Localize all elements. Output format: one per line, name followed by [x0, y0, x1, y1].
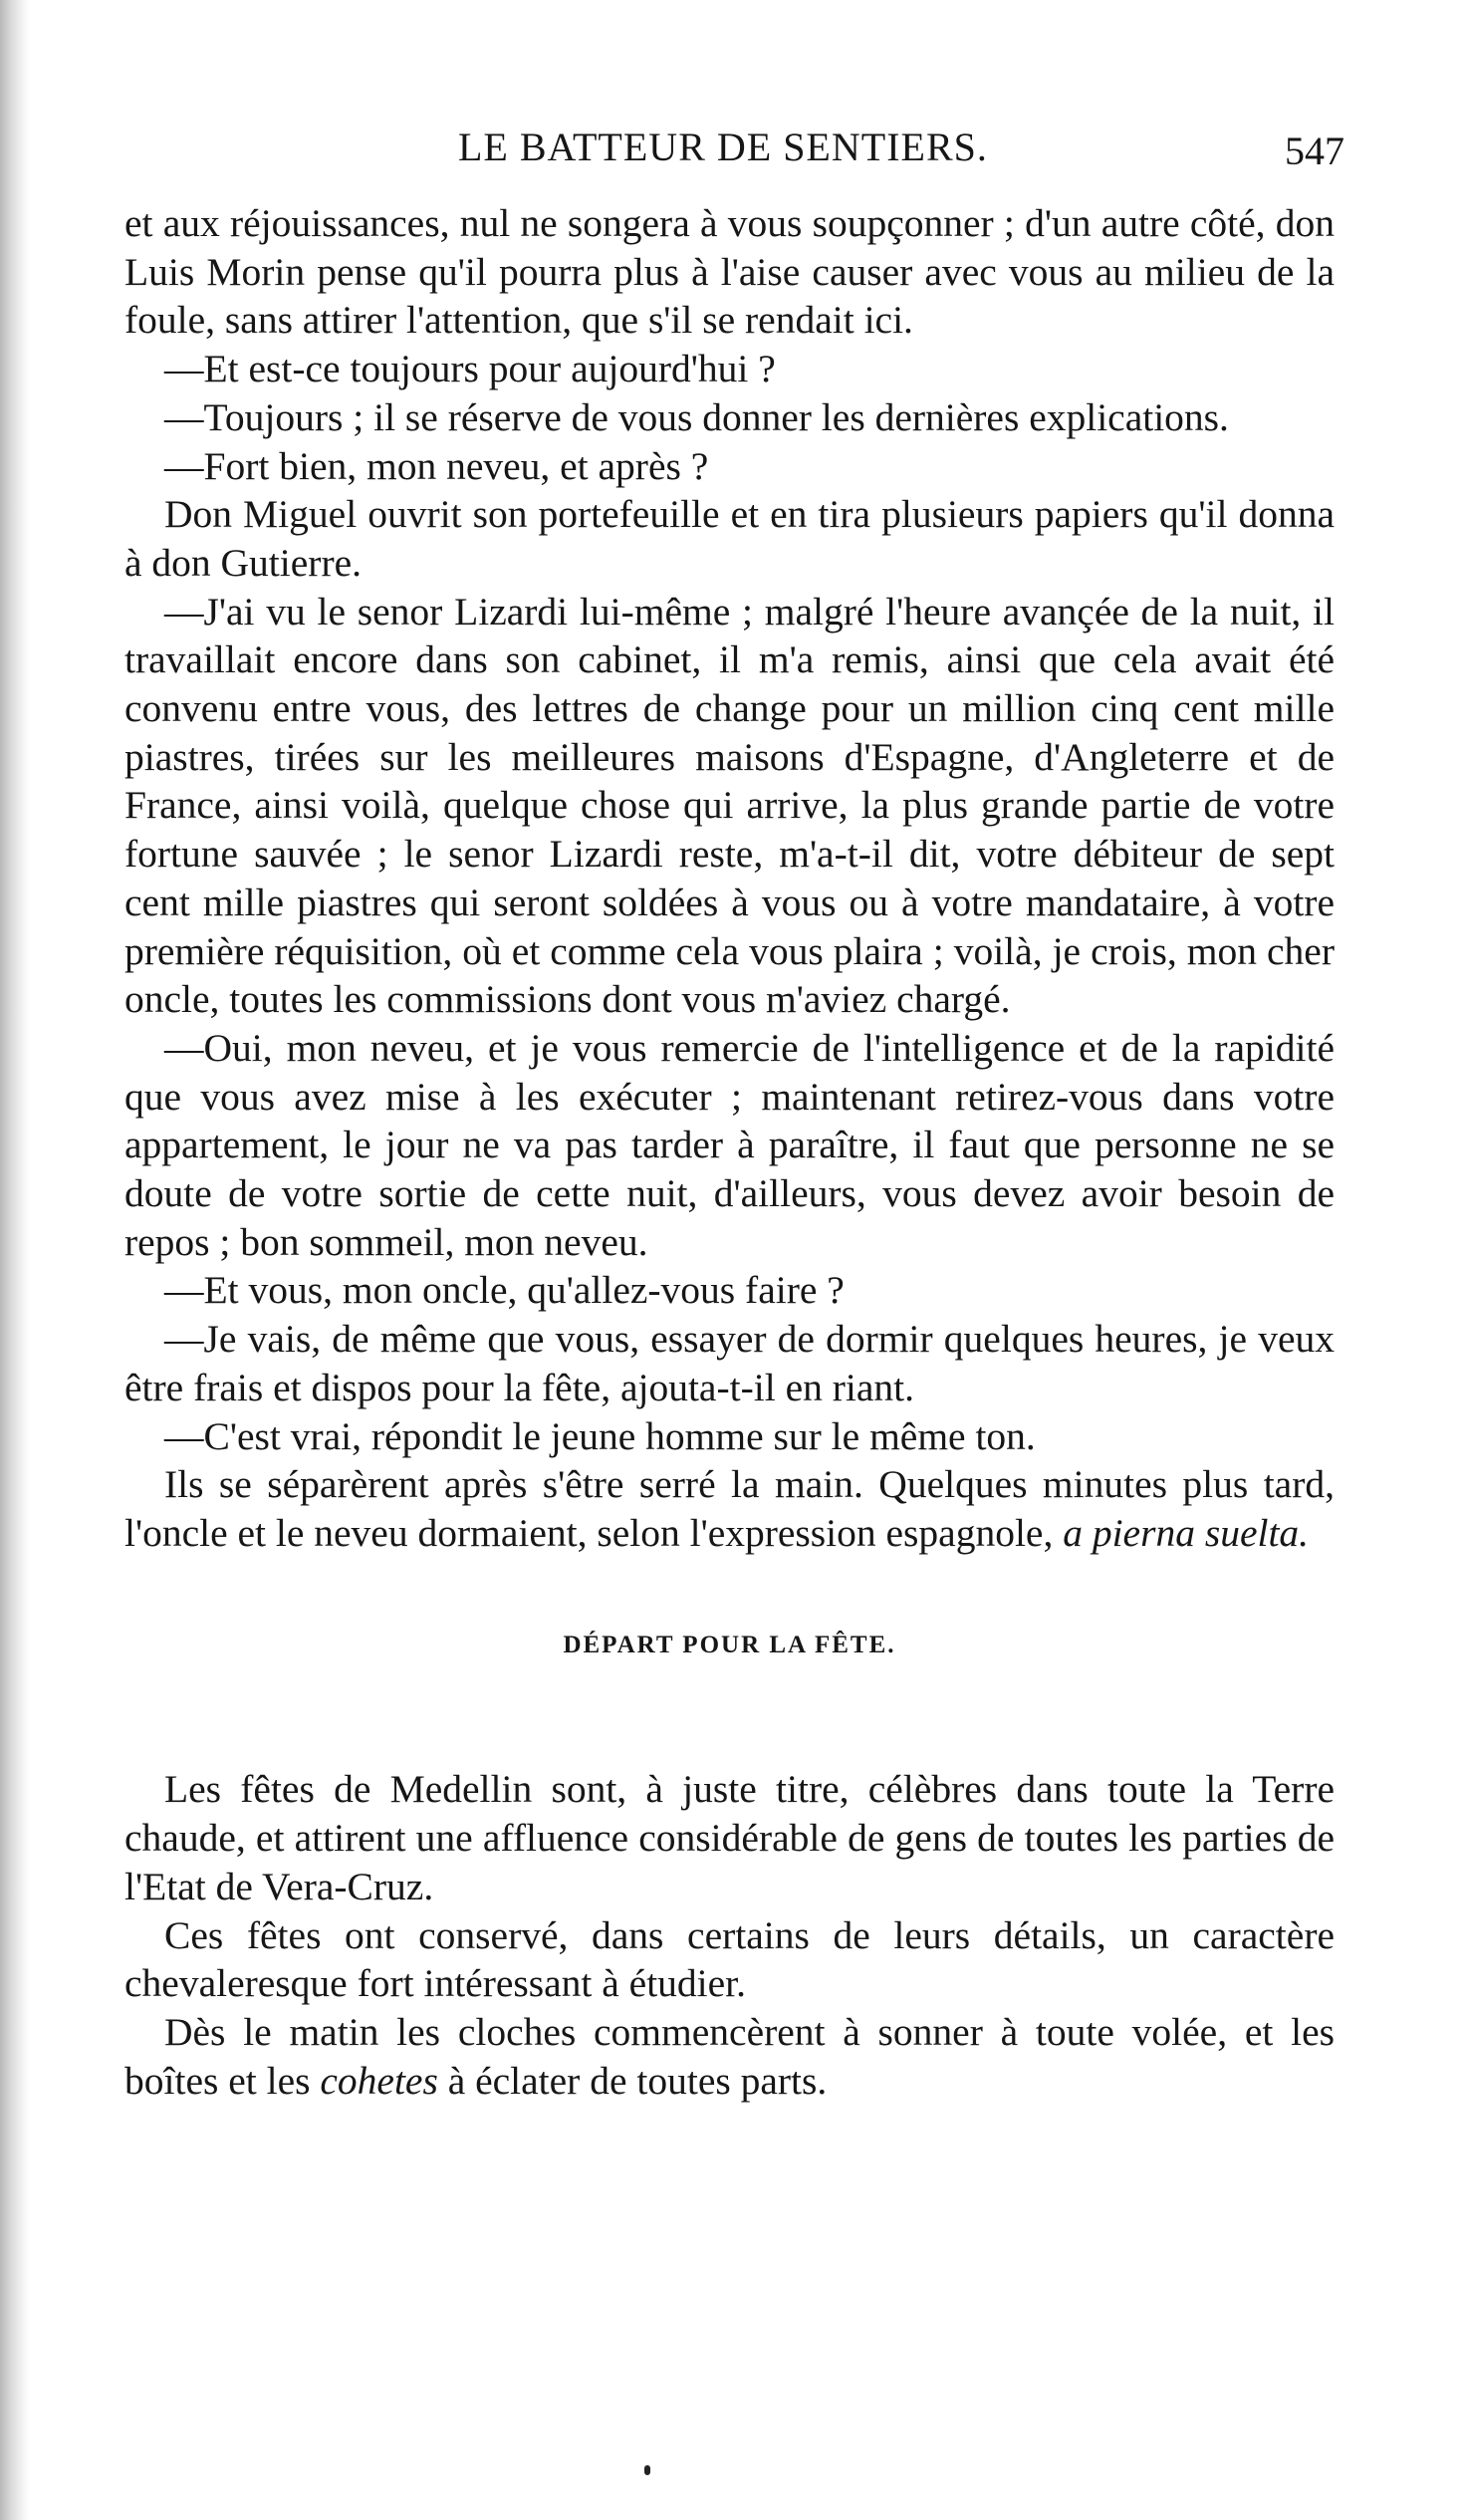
paragraph: —Oui, mon neveu, et je vous remercie de l'intelligence et de la rapidité que vous avez mise à les exécuter ; maintenant retirez-vous dans votre appartement, le jour ne va pas tarder à paraître, il faut que personne ne se doute de votre sortie de cette nuit, d'ailleurs, vous devez avoir besoin de repos ; bon sommeil, mon neveu. [124, 1025, 1335, 1264]
paragraph-text: Ils se séparèrent après s'être serré la main. Quelques minutes plus tard, l'oncle et le neveu dormaient, selon l'expression espagnole, [124, 1462, 1335, 1555]
page-number: 547 [1285, 128, 1344, 173]
running-title: LE BATTEUR DE SENTIERS. [458, 125, 988, 169]
paragraph: Les fêtes de Medellin sont, à juste titre, célèbres dans toute la Terre chaude, et attirent une affluence considérable de gens de toutes les parties de l'Etat de Vera-Cruz. [124, 1767, 1335, 1908]
paragraph: —Je vais, de même que vous, essayer de dormir quelques heures, je veux être frais et dispos pour la fête, ajouta-t-il en riant. [124, 1317, 1335, 1409]
section-title: DÉPART POUR LA FÊTE. [563, 1631, 896, 1658]
paragraph [124, 2008, 1335, 2105]
paragraph: —Et vous, mon oncle, qu'allez-vous faire ? [164, 1268, 845, 1313]
italic-phrase: a pierna suelta. [1063, 1510, 1310, 1555]
paragraph-text: à éclater de toutes parts. [447, 2058, 828, 2103]
paragraph: —C'est vrai, répondit le jeune homme sur le même ton. [164, 1413, 1036, 1458]
paragraph [124, 1460, 1335, 1557]
page-body [124, 199, 1335, 2105]
scan-gutter [0, 0, 30, 2520]
paragraph: et aux réjouissances, nul ne songera à vous soupçonner ; d'un autre côté, don Luis Morin pense qu'il pourra plus à l'aise causer avec vous au milieu de la foule, sans attirer l'attention, que s'il se rendait ici. [124, 201, 1335, 343]
italic-word: cohetes [320, 2058, 438, 2103]
paragraph: —Toujours ; il se réserve de vous donner les dernières explications. [164, 394, 1229, 439]
paragraph: —Fort bien, mon neveu, et après ? [164, 443, 709, 488]
paragraph-text: Dès le matin les cloches commencèrent à sonner à toute volée, et les boîtes et les [124, 2009, 1335, 2103]
paragraph: Don Miguel ouvrit son portefeuille et en tira plusieurs papiers qu'il donna à don Gutierre. [124, 492, 1335, 585]
ink-dot [644, 2465, 650, 2475]
page-header [120, 124, 1344, 185]
paragraph: —J'ai vu le senor Lizardi lui-même ; malgré l'heure avançée de la nuit, il travaillait encore dans son cabinet, il m'a remis, ainsi que cela avait été convenu entre vous, des lettres de change pour un million cinq cent mille piastres, tirées sur les meilleures maisons d'Espagne, d'Angleterre et de France, ainsi voilà, quelque chose qui arrive, la plus grande partie de votre fortune sauvée ; le senor Lizardi reste, m'a-t-il dit, votre débiteur de sept cent mille piastres qui seront soldées à vous ou à votre mandataire, à votre première réquisition, où et comme cela vous plaira ; voilà, je crois, mon cher oncle, toutes les commissions dont vous m'aviez chargé. [124, 589, 1335, 1022]
paragraph: Ces fêtes ont conservé, dans certains de leurs détails, un caractère chevaleresque fort intéressant à étudier. [124, 1912, 1335, 2006]
paragraph: —Et est-ce toujours pour aujourd'hui ? [164, 347, 776, 391]
